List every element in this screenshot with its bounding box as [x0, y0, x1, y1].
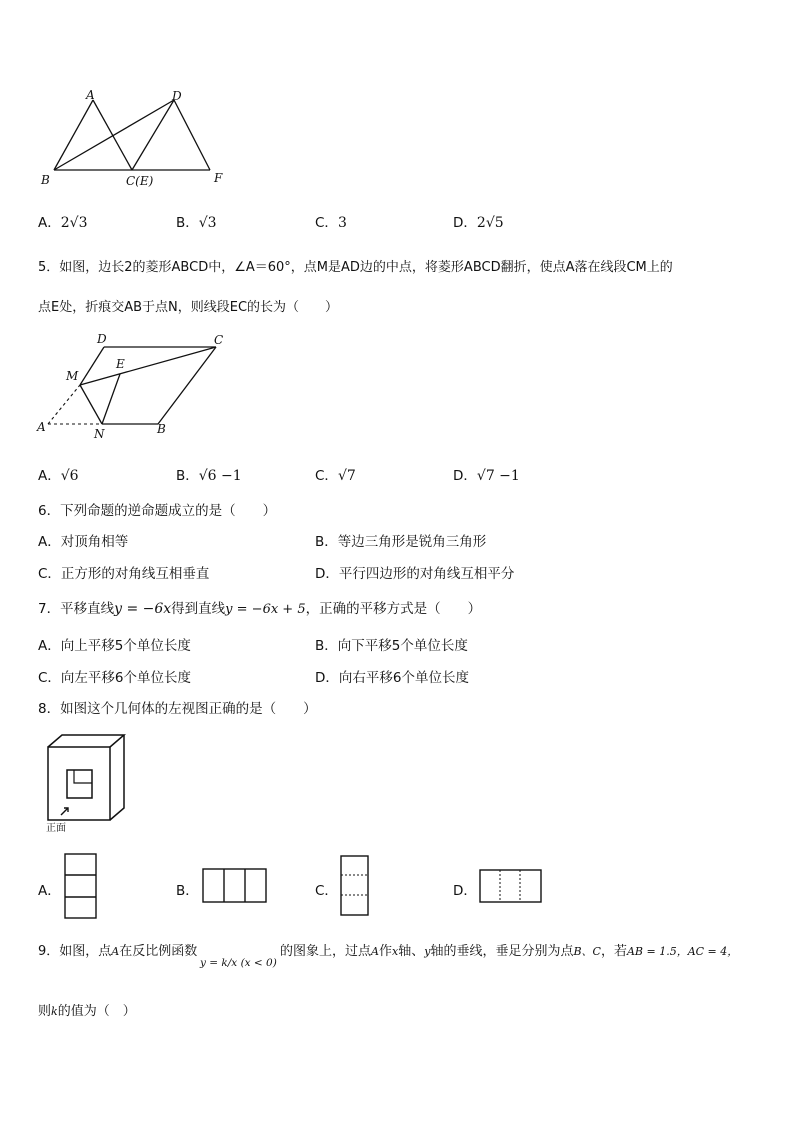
q4-seg-CD [132, 100, 174, 170]
q4-seg-AC [93, 100, 132, 170]
q4-option-d[interactable]: D．2√5 [453, 215, 504, 231]
q7-option-c[interactable]: C．向左平移6个单位长度 [38, 670, 192, 686]
q9-function: y = k/x (x < 0) [200, 957, 277, 969]
q5-seg-CB [158, 347, 216, 424]
q6-option-c[interactable]: C．正方形的对角线互相垂直 [38, 566, 210, 582]
q8-cube-hole-inner [74, 770, 92, 783]
q4-option-c[interactable]: C．3 [315, 215, 347, 231]
q5-stem-line1: 5．如图，边长2的菱形ABCD中，∠A＝60°，点M是AD边的中点，将菱形ABCD翻折，使点A落在线段CM上的 [38, 260, 673, 275]
q6-option-d[interactable]: D．平行四边形的对角线互相平分 [315, 566, 515, 582]
q9-stem-line1: 9．如图，点A在反比例函数 [38, 944, 198, 959]
q6-option-a[interactable]: A．对顶角相等 [38, 534, 129, 550]
q5-option-b[interactable]: B．√6 −1 [176, 468, 242, 484]
q5-label-M: M [66, 369, 79, 383]
q8-front-label: 正面 [46, 823, 66, 834]
q5-label-A: A [37, 420, 46, 434]
q7-option-d[interactable]: D．向右平移6个单位长度 [315, 670, 469, 686]
q4-label-F: F [214, 171, 223, 185]
q5-label-E: E [116, 357, 125, 371]
q4-seg-BD [54, 100, 174, 170]
q7-stem: 7．平移直线y = −6x得到直线y = −6x + 5，正确的平移方式是（ ） [38, 601, 482, 617]
q5-seg-EN [102, 374, 120, 424]
q7-option-b[interactable]: B．向下平移5个单位长度 [315, 638, 468, 654]
q8-option-d-label[interactable]: D． [453, 883, 477, 899]
q4-label-A: A [86, 88, 95, 102]
q4-seg-BA [54, 100, 93, 170]
q8-stem: 8．如图这个几何体的左视图正确的是（ ） [38, 701, 317, 717]
q6-stem: 6．下列命题的逆命题成立的是（ ） [38, 503, 277, 519]
q5-label-D: D [97, 332, 107, 346]
q5-option-d[interactable]: D．√7 −1 [453, 468, 520, 484]
q4-seg-DF [174, 100, 210, 170]
q8-cube-top-face [48, 735, 124, 747]
q4-label-D: D [172, 89, 182, 103]
q5-figure [34, 330, 234, 440]
q8-option-c-view[interactable] [340, 855, 370, 917]
q8-option-a-view[interactable] [64, 853, 98, 921]
q8-option-d-view[interactable] [479, 869, 543, 905]
q7-eq2: y = −6x + 5 [225, 602, 306, 617]
q4-label-CE: C(E) [126, 174, 154, 188]
q4-option-b[interactable]: B．√3 [176, 215, 217, 231]
q5-seg-MN [80, 385, 102, 424]
q8-cube-side-face [110, 735, 124, 820]
q5-label-C: C [214, 333, 224, 347]
q5-option-a[interactable]: A．√6 [38, 468, 79, 484]
q8-option-a-label[interactable]: A． [38, 883, 61, 899]
q8-cube-hole-outer [67, 770, 92, 798]
q5-seg-AM-dashed [48, 385, 80, 424]
q7-option-a[interactable]: A．向上平移5个单位长度 [38, 638, 191, 654]
q4-option-a[interactable]: A．2√3 [38, 215, 88, 231]
q8-option-b-label[interactable]: B． [176, 883, 199, 899]
q7-eq1: y = −6x [114, 601, 172, 617]
q8-option-b-view[interactable] [202, 867, 268, 905]
q5-stem-line2: 点E处，折痕交AB于点N，则线段EC的长为（ ） [38, 300, 339, 315]
q8-cube-figure [40, 730, 140, 835]
q5-option-c[interactable]: C．√7 [315, 468, 356, 484]
q4-label-B: B [41, 173, 50, 187]
q9-stem-line1b: 的图象上，过点A作x轴、y轴的垂线，垂足分别为点B、C，若AB = 1.5，AC = 4， [280, 944, 739, 959]
q4-figure [36, 88, 236, 190]
q5-label-N: N [94, 427, 105, 440]
q6-option-b[interactable]: B．等边三角形是锐角三角形 [315, 534, 487, 550]
q5-label-B: B [157, 422, 166, 436]
q9-stem-line2: 则k的值为（ ） [38, 1004, 136, 1019]
q8-front-arrow-icon [61, 808, 68, 815]
q8-option-c-label[interactable]: C． [315, 883, 338, 899]
